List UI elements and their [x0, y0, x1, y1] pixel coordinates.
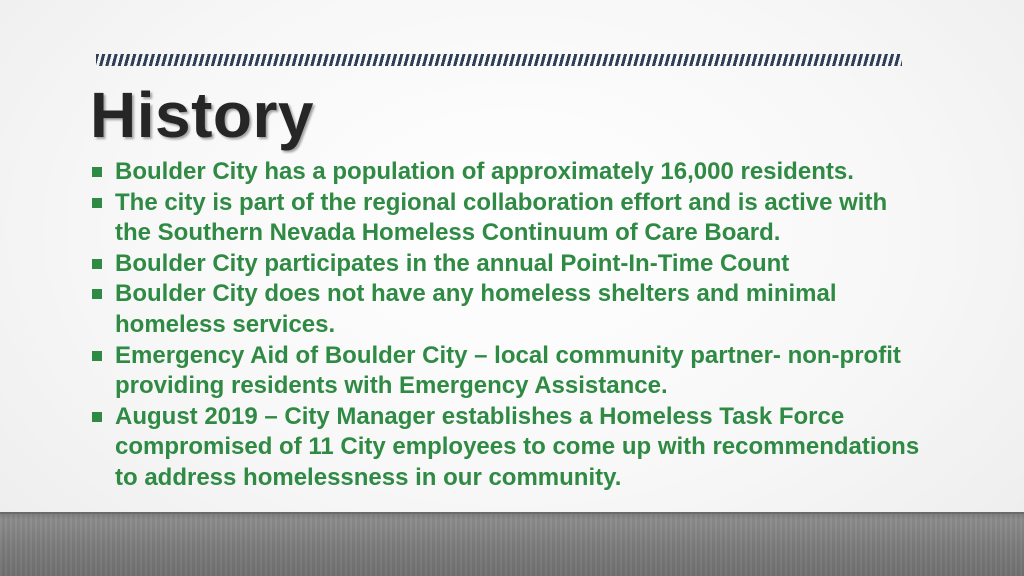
bullet-text: Boulder City participates in the annual Point-In-Time Count: [115, 249, 790, 277]
bullet-item-regional-collaboration: [92, 188, 922, 249]
bullet-text: Boulder City does not have any homeless shelters and minimal homeless services.: [115, 280, 837, 338]
bullet-text: Emergency Aid of Boulder City – local community partner- non-profit providing residents with Emergency Assistance.: [115, 341, 901, 400]
concrete-floor-band: [0, 514, 1024, 576]
square-bullet-icon: [92, 259, 102, 269]
bullet-item-shelters: [92, 279, 922, 340]
square-bullet-icon: [92, 167, 102, 177]
square-bullet-icon: [92, 412, 102, 422]
bullet-item-population: [92, 157, 922, 188]
bullet-item-point-in-time-count: [92, 249, 922, 280]
bullet-text: August 2019 – City Manager establishes a Homeless Task Force compromised of 11 City employees to come up with recommendations to address homelessness in our community.: [115, 402, 920, 491]
square-bullet-icon: [92, 351, 102, 361]
square-bullet-icon: [92, 198, 102, 208]
bullet-item-task-force: [92, 402, 922, 494]
bullet-text: Boulder City has a population of approximately 16,000 residents.: [115, 158, 854, 185]
slide-title: History: [90, 79, 314, 151]
square-bullet-icon: [92, 289, 102, 299]
bullet-text: The city is part of the regional collaboration effort and is active with the Southern Nevada Homeless Continuum of Care Board.: [115, 188, 888, 247]
bullet-list: [92, 157, 922, 494]
bullet-item-emergency-aid: [92, 341, 922, 402]
decorative-stripe: [96, 54, 902, 66]
